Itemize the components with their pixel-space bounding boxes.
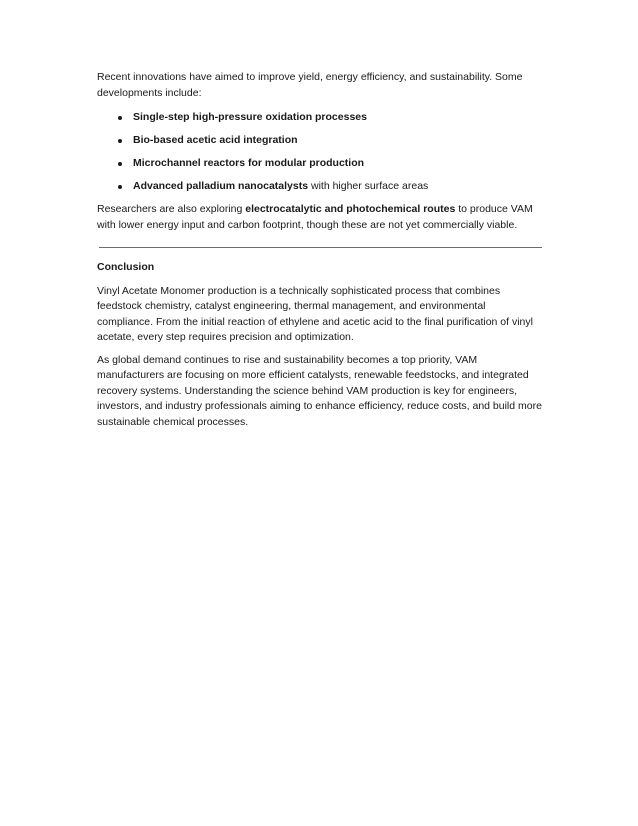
research-paragraph xyxy=(97,202,543,233)
list-item xyxy=(97,179,543,195)
list-item xyxy=(97,133,543,149)
bullet-icon xyxy=(118,162,122,166)
conclusion-paragraph-2: As global demand continues to rise and sustainability becomes a top priority, VAM manufacturers are focusing on more efficient catalysts, renewable feedstocks, and integrated recovery systems. Understanding the science behind VAM production is key for engineers, investors, and industry professionals aiming to enhance efficiency, reduce costs, and build more sustainable chemical processes. xyxy=(97,353,542,428)
conclusion-heading: Conclusion xyxy=(97,261,155,273)
conclusion-paragraph-1: Vinyl Acetate Monomer production is a technically sophisticated process that combines feedstock chemistry, catalyst engineering, thermal management, and environmental compliance. From the initial reaction of ethylene and acetic acid to the final purification of vinyl acetate, every step requires precision and optimization. xyxy=(97,284,533,343)
intro-paragraph: Recent innovations have aimed to improve yield, energy efficiency, and sustainability. Some developments include: xyxy=(97,71,523,99)
bullet-icon xyxy=(118,185,122,189)
section-divider xyxy=(99,247,542,248)
list-item-bold: Single-step high-pressure oxidation processes xyxy=(133,111,367,123)
research-text-bold: electrocatalytic and photochemical routes xyxy=(245,203,456,215)
list-item xyxy=(97,156,543,172)
bullet-icon xyxy=(118,139,122,143)
document-page xyxy=(97,70,543,430)
bullet-icon xyxy=(118,116,122,120)
list-item-text: with higher surface areas xyxy=(308,180,429,192)
list-item xyxy=(97,110,543,126)
research-text-before: Researchers are also exploring xyxy=(97,203,246,215)
innovations-list xyxy=(97,110,543,195)
research-text-after: to produce VAM with lower energy input and carbon footprint, though these are not yet commercially viable. xyxy=(97,203,533,231)
list-item-bold: Bio-based acetic acid integration xyxy=(133,134,298,146)
list-item-bold: Microchannel reactors for modular production xyxy=(133,157,365,169)
list-item-bold: Advanced palladium nanocatalysts xyxy=(133,180,309,192)
